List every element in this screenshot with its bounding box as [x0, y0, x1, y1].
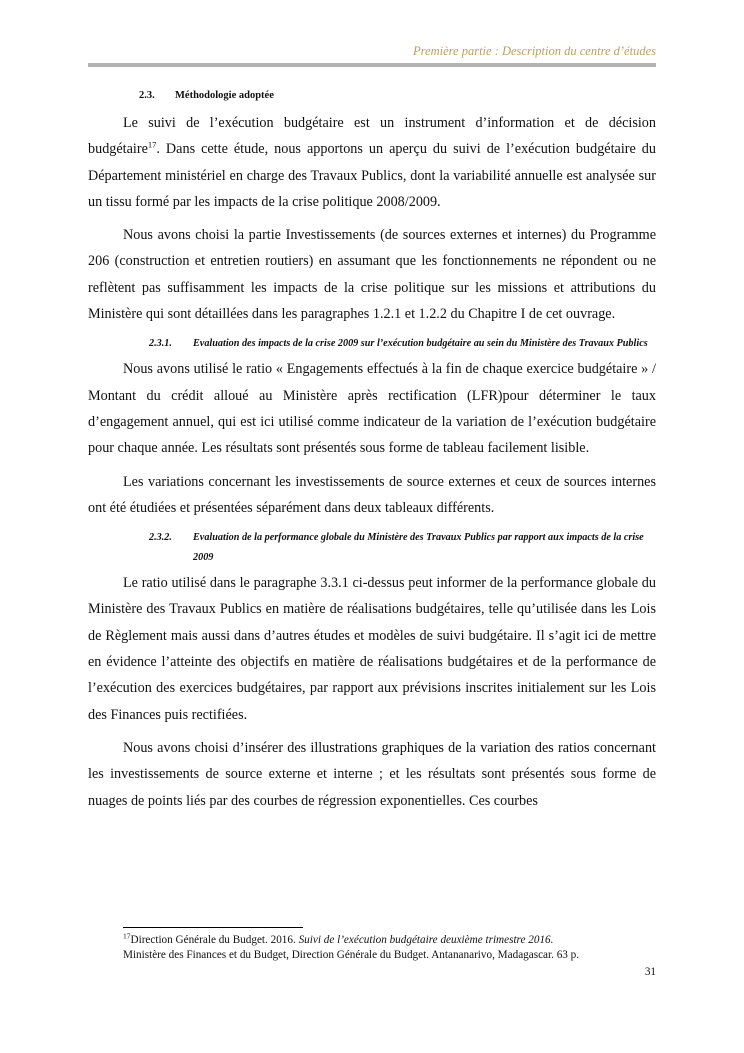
running-header: Première partie : Description du centre d’études	[413, 44, 656, 58]
paragraph-1	[88, 110, 656, 215]
footnote-title: Suivi de l’exécution budgétaire deuxième trimestre 2016.	[298, 934, 554, 946]
paragraph-1-text: Le suivi de l’exécution budgétaire est un instrument d’information et de décision budgétaire	[88, 115, 656, 158]
section-number: 2.3.	[139, 90, 155, 101]
footnote-marker: 17	[123, 931, 131, 941]
footnote-source: Direction Générale du Budget. 2016.	[130, 934, 299, 946]
subsection-title: Evaluation de la performance globale du Ministère des Travaux Publics par rapport aux impacts de la crise 2009	[193, 532, 644, 564]
paragraph-5: Le ratio utilisé dans le paragraphe 3.3.1 ci-dessus peut informer de la performance globale du Ministère des Travaux Publics en matière de réalisations budgétaires, telle qu’utilisée dans les Lois de Règlement mais aussi dans d’autres études et modèles de suivi budgétaire. Il s’agit ici de mettre en évidence l’atteinte des objectifs en matière de réalisations budgétaires et de la performance de l’exécution des exercices budgétaires, par rapport aux prévisions inscrites initialement sur les Lois des Finances puis rectifiées.	[88, 575, 656, 723]
page-number: 31	[644, 966, 656, 978]
paragraph-6: Nous avons choisi d’insérer des illustrations graphiques de la variation des ratios concernant les investissements de source externe et interne ; et les résultats sont présentés sous forme de nuages de points liés par des courbes de régression exponentielles. Ces courbes	[88, 739, 656, 809]
header-rule	[88, 63, 656, 67]
section-title: Méthodologie adoptée	[175, 90, 274, 101]
paragraph-1-text-cont: . Dans cette étude, nous apportons un aperçu du suivi de l’exécution budgétaire du Département ministériel en charge des Travaux Publics, dont la variabilité annuelle est analysée sur un tissu formé par les impacts de la crise politique 2008/2009.	[88, 141, 656, 210]
paragraph-3: Nous avons utilisé le ratio « Engagements effectués à la fin de chaque exercice budgétaire » / Montant du crédit alloué au Ministère après rectification (LFR)pour déterminer le taux d’engagement annuel, qui est ici utilisé comme indicateur de la variation de l’exécution budgétaire pour chaque année. Les résultats sont présentés sous forme de tableau facilement lisible.	[88, 361, 656, 457]
section-heading	[88, 89, 656, 103]
page-body	[88, 84, 656, 821]
footnote-publisher: Ministère des Finances et du Budget, Direction Générale du Budget. Antananarivo, Madagascar. 63 p.	[123, 949, 580, 961]
subsection-heading-2-3-2	[88, 528, 656, 568]
paragraph-4: Les variations concernant les investissements de source externes et ceux de sources internes ont été étudiées et présentées séparément dans deux tableaux différents.	[88, 473, 656, 516]
subsection-number: 2.3.2.	[149, 532, 172, 544]
paragraph-2: Nous avons choisi la partie Investissements (de sources externes et internes) du Programme 206 (construction et entretien routiers) en assumant que les fonctionnements ne répondent ou ne reflètent pas suffisamment les impacts de la crise politique sur les missions et attributions du Ministère qui sont détaillées dans les paragraphes 1.2.1 et 1.2.2 du Chapitre I de cet ouvrage.	[88, 227, 656, 323]
subsection-number: 2.3.1.	[149, 338, 172, 350]
footnote-ref[interactable]: 17	[147, 139, 157, 150]
footnote	[123, 933, 656, 963]
footnote-separator	[123, 927, 303, 928]
subsection-heading-2-3-1	[88, 334, 656, 354]
subsection-title: Evaluation des impacts de la crise 2009 sur l’exécution budgétaire au sein du Ministère des Travaux Publics	[193, 338, 648, 350]
